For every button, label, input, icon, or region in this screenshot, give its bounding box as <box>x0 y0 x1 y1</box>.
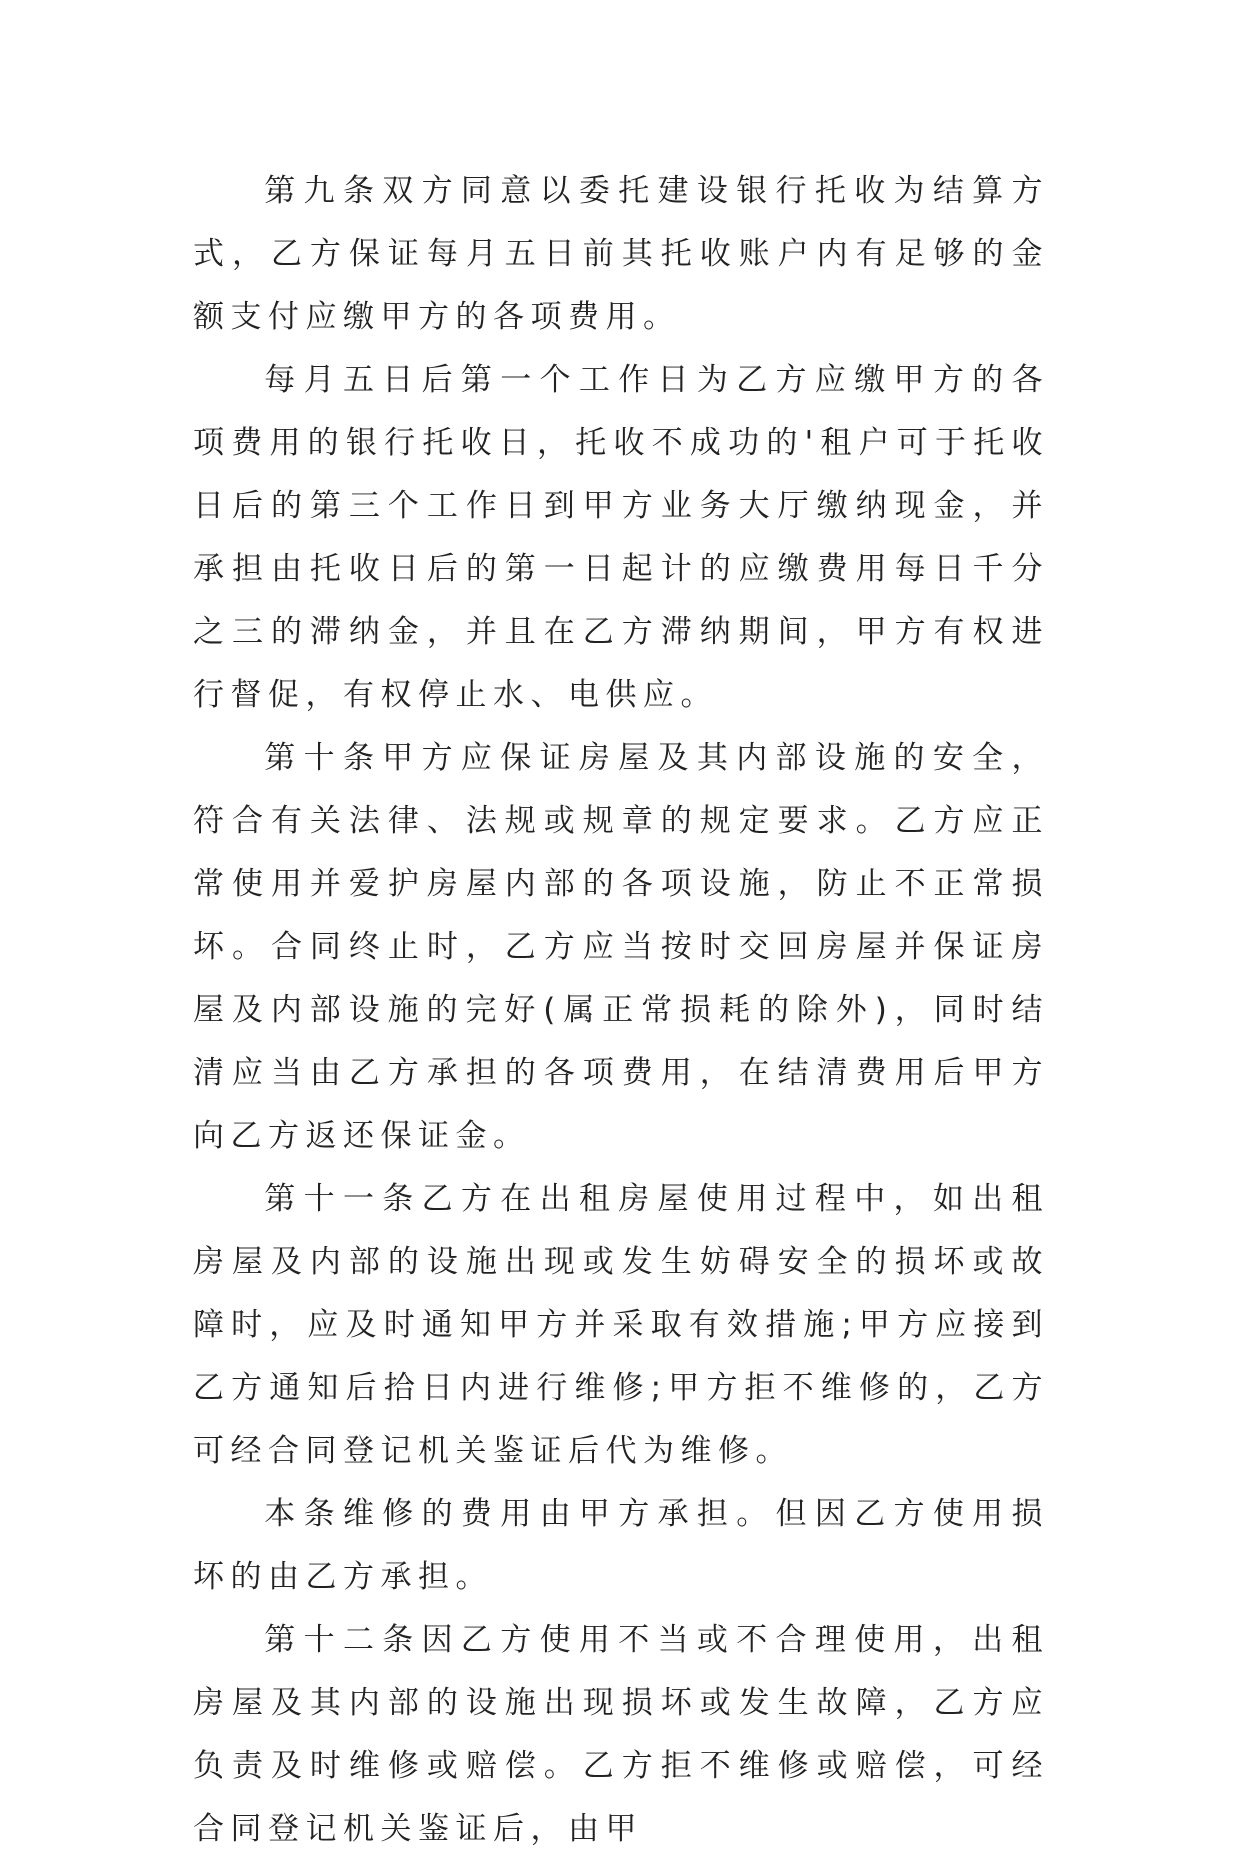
paragraph-article-9: 第九条双方同意以委托建设银行托收为结算方式，乙方保证每月五日前其托收账户内有足够的金额支付应缴甲方的各项费用。 <box>193 173 1049 335</box>
document-body <box>193 160 1049 1861</box>
paragraph-article-12: 第十二条因乙方使用不当或不合理使用，出租房屋及其内部的设施出现损坏或发生故障，乙方应负责及时维修或赔偿。乙方拒不维修或赔偿，可经合同登记机关鉴证后，由甲 <box>193 1622 1049 1847</box>
paragraph-repair-cost: 本条维修的费用由甲方承担。但因乙方使用损坏的由乙方承担。 <box>193 1496 1049 1595</box>
paragraph-collection-date: 每月五日后第一个工作日为乙方应缴甲方的各项费用的银行托收日，托收不成功的'租户可于托收日后的第三个工作日到甲方业务大厅缴纳现金，并承担由托收日后的第一日起计的应缴费用每日千分之三的滞纳金，并且在乙方滞纳期间，甲方有权进行督促，有权停止水、电供应。 <box>193 362 1049 713</box>
paragraph-article-11: 第十一条乙方在出租房屋使用过程中，如出租房屋及内部的设施出现或发生妨碍安全的损坏或故障时，应及时通知甲方并采取有效措施;甲方应接到乙方通知后拾日内进行维修;甲方拒不维修的，乙方可经合同登记机关鉴证后代为维修。 <box>193 1181 1049 1469</box>
paragraph-article-10: 第十条甲方应保证房屋及其内部设施的安全，符合有关法律、法规或规章的规定要求。乙方应正常使用并爱护房屋内部的各项设施，防止不正常损坏。合同终止时，乙方应当按时交回房屋并保证房屋及内部设施的完好(属正常损耗的除外)，同时结清应当由乙方承担的各项费用，在结清费用后甲方向乙方返还保证金。 <box>193 740 1049 1154</box>
